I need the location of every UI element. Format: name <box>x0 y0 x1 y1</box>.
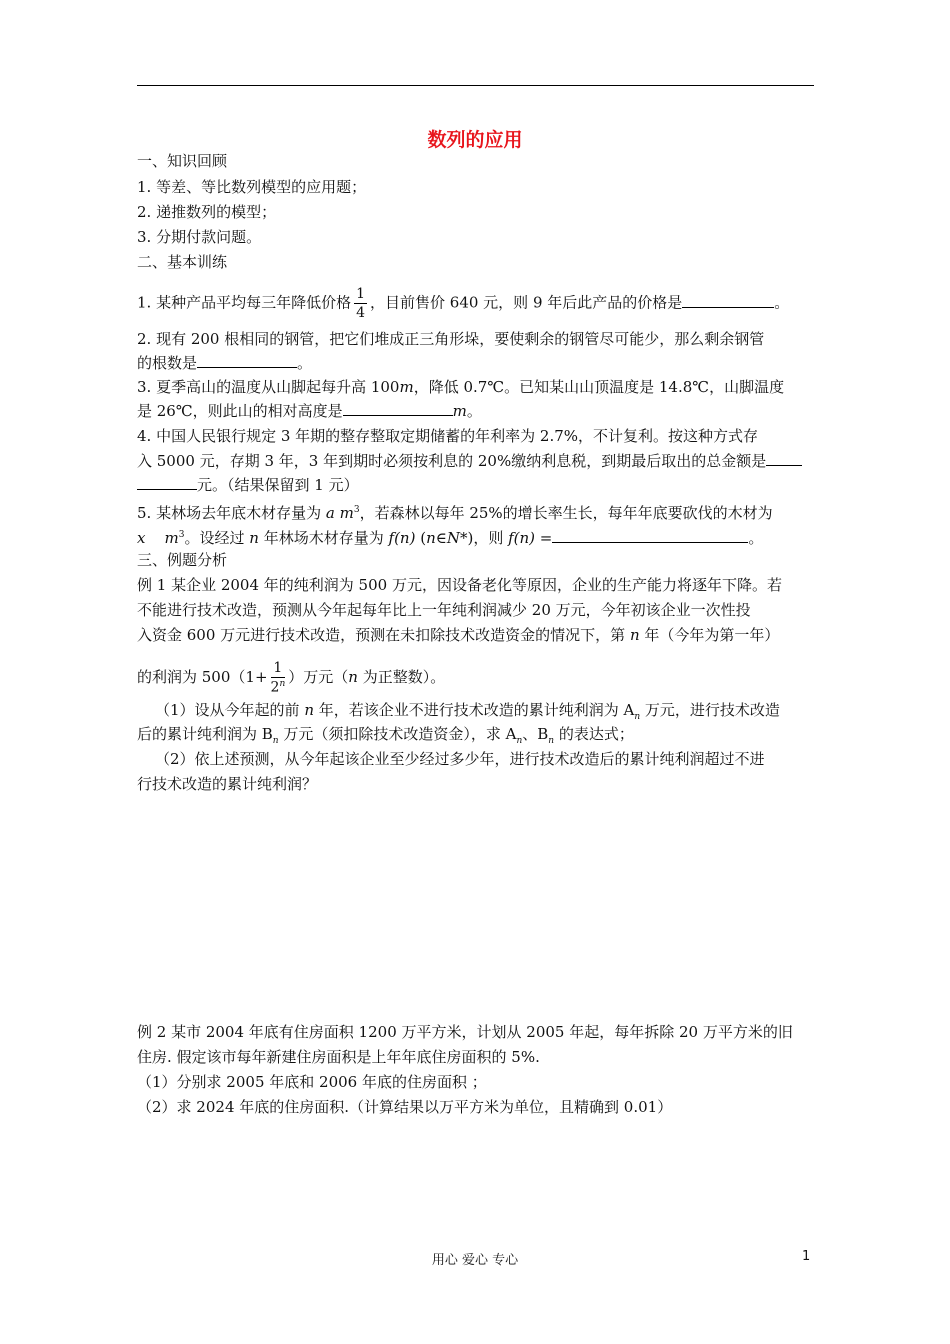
question-5: 5. 某林场去年底木材存量为 a $m^3$，若森林以每年 25%的增长率生长，每年年底要砍伐的木材为 <box>137 504 773 522</box>
example-1-line: 不能进行技术改造，预测从今年起每年比上一年纯利润减少 20 万元，今年初该企业一次性投 <box>137 601 751 619</box>
question-5-cont: x $m^3$。设经过 n 年林场木材存量为 f(n) (n∈N*)，则 f(n) = 。 <box>137 529 764 547</box>
section-heading: 三、例题分析 <box>137 551 228 569</box>
answer-blank[interactable] <box>197 353 297 368</box>
example-2-part-2: （2）求 2024 年底的住房面积.（计算结果以万平方米为单位，且精确到 0.01） <box>137 1098 673 1116</box>
fraction: $\frac{1}{4}$ <box>356 286 366 321</box>
answer-blank[interactable] <box>766 451 802 466</box>
question-2: 2. 现有 200 根相同的钢管，把它们堆成正三角形垛，要使剩余的钢管尽可能少，那么剩余钢管 <box>137 330 765 348</box>
answer-blank[interactable] <box>343 401 453 416</box>
example-1-part-2: （2）依上述预测，从今年起该企业至少经过多少年，进行技术改造后的累计纯利润超过不进 <box>155 750 765 768</box>
example-1-part-1: （1）设从今年起的前 n 年，若该企业不进行技术改造的累计纯利润为 $A_n$ 万元，进行技术改造 <box>155 701 780 722</box>
example-1-part-1-cont: 后的累计纯利润为 $B_n$ 万元（须扣除技术改造资金），求 $A_n$、$B_n$ 的表达式； <box>137 725 634 746</box>
fraction: $\frac{1}{2^n}$ <box>270 660 286 696</box>
example-2-line: 住房. 假定该市每年新建住房面积是上年年底住房面积的 5%. <box>137 1048 540 1066</box>
answer-blank-cont[interactable] <box>137 475 197 490</box>
section-heading: 二、基本训练 <box>137 253 228 271</box>
example-1-line: 入资金 600 万元进行技术改造，预测在未扣除技术改造资金的情况下，第 n 年（今年为第一年） <box>137 626 780 644</box>
question-4: 4. 中国人民银行规定 3 年期的整存整取定期储蓄的年利率为 2.7%，不计复利。按这种方式存 <box>137 427 759 445</box>
answer-blank[interactable] <box>552 528 748 543</box>
example-2-line: 例 2 某市 2004 年底有住房面积 1200 万平方米，计划从 2005 年起，每年拆除 20 万平方米的旧 <box>137 1023 793 1041</box>
page-footer: 用心 爱心 专心 <box>431 1253 519 1268</box>
question-3: 3. 夏季高山的温度从山脚起每升高 100m，降低 0.7℃。已知某山山顶温度是 14.8℃，山脚温度 <box>137 378 785 396</box>
example-1-line: 例 1 某企业 2004 年的纯利润为 500 万元，因设备老化等原因，企业的生产能力将逐年下降。若 <box>137 576 782 594</box>
answer-blank[interactable] <box>682 293 774 308</box>
question-2-cont: 的根数是 。 <box>137 354 313 372</box>
example-1-part-2-cont: 行技术改造的累计纯利润？ <box>137 775 318 793</box>
page-number: 1 <box>802 1249 811 1264</box>
example-1-line: 的利润为 500（1+ $\frac{1}{2^n}$ ）万元（n 为正整数）。 <box>137 660 446 696</box>
question-3-cont: 是 26℃，则此山的相对高度是 m。 <box>137 402 482 420</box>
list-item: 2. 递推数列的模型； <box>137 203 277 221</box>
section-heading: 一、知识回顾 <box>137 152 228 170</box>
list-item: 1. 等差、等比数列模型的应用题； <box>137 178 367 196</box>
question-4-cont2: 元。（结果保留到 1 元） <box>137 475 359 495</box>
header-rule <box>137 85 814 86</box>
question-4-cont: 入 5000 元，存期 3 年，3 年到期时必须按利息的 20%缴纳利息税，到期最后取出的总金额是 <box>137 451 802 471</box>
question-1: 1. 某种产品平均每三年降低价格 $\frac{1}{4}$ ，目前售价 640 元，则 9 年后此产品的价格是 。 <box>137 286 790 321</box>
page-title: 数列的应用 <box>427 129 523 151</box>
example-2-part-1: （1）分别求 2005 年底和 2006 年底的住房面积 ； <box>137 1073 487 1091</box>
list-item: 3. 分期付款问题。 <box>137 228 262 246</box>
